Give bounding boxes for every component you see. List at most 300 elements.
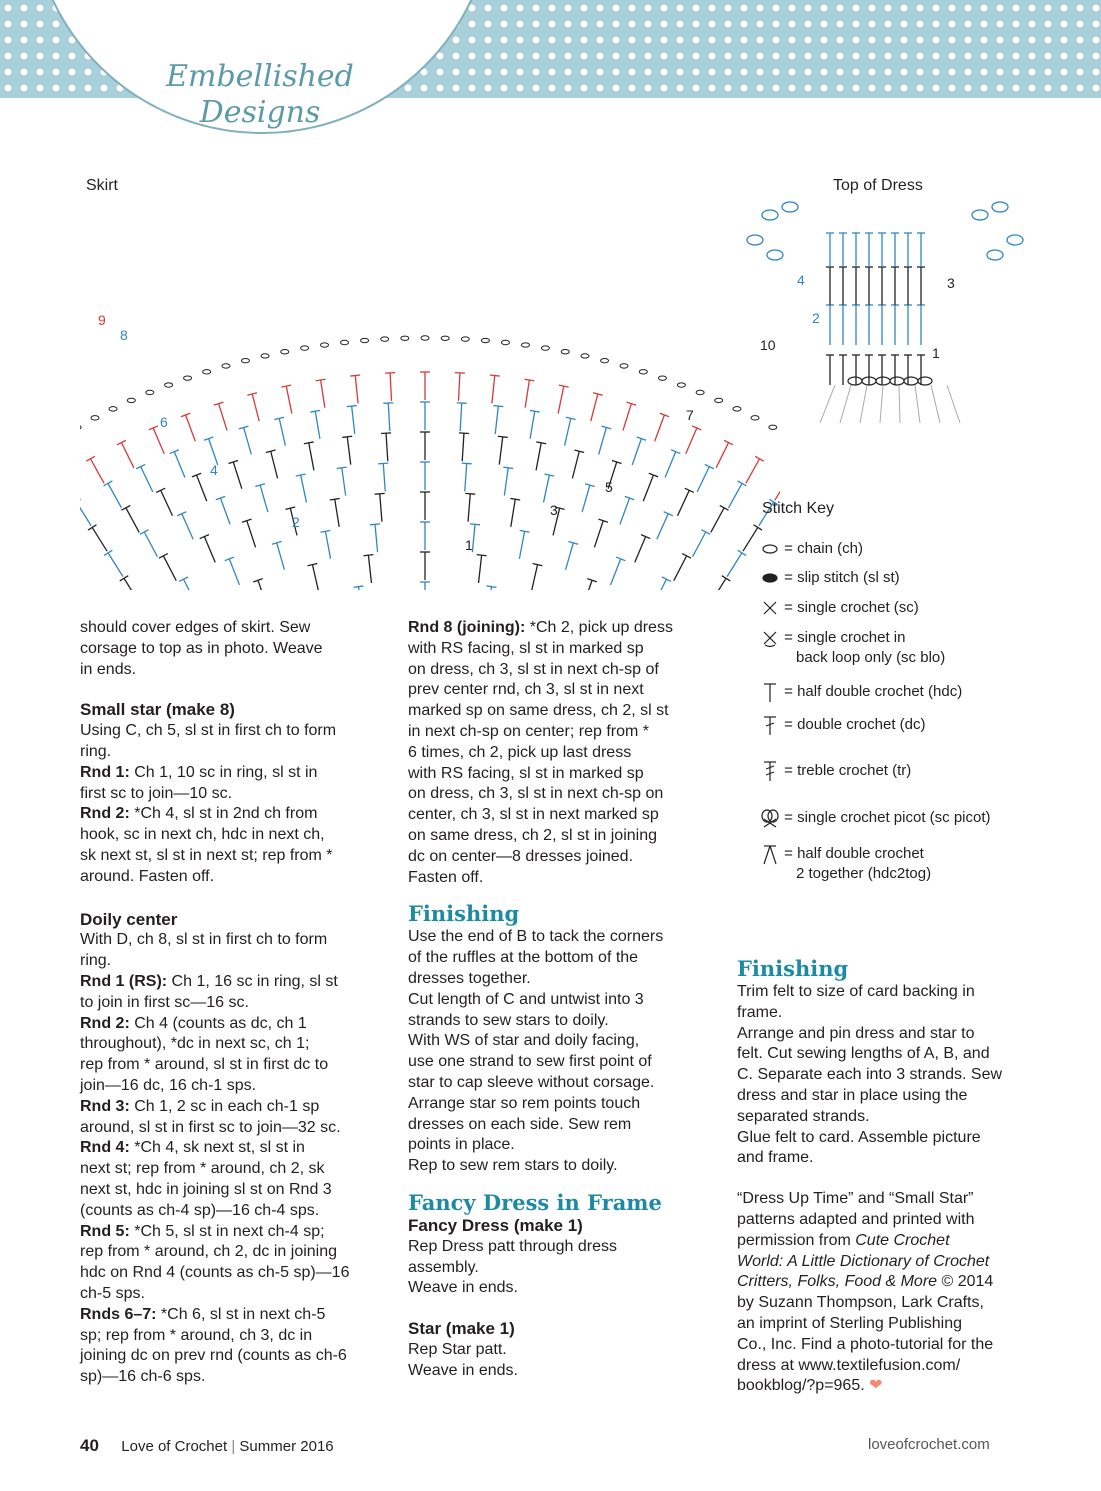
- text-line: separated strands.: [737, 1107, 870, 1125]
- stitch-top: [381, 433, 391, 434]
- stitch-top: [754, 525, 762, 530]
- stitch-post: [511, 499, 515, 527]
- website: loveofcrochet.com: [868, 1436, 990, 1453]
- credit-line: by Suzann Thompson, Lark Crafts,: [737, 1294, 984, 1312]
- stitch-key-label: back loop only (sc blo): [796, 649, 946, 666]
- stitch-post: [386, 433, 388, 461]
- stitch-post: [186, 415, 196, 441]
- stitch-post: [460, 403, 462, 431]
- round-label: Rnd 2:: [80, 805, 130, 823]
- chain-stitch: [677, 383, 685, 387]
- stitch-key-label: = slip stitch (sl st): [780, 568, 900, 586]
- round-number: 1: [465, 537, 473, 553]
- stitch-post: [504, 468, 508, 496]
- stitch-top: [383, 403, 393, 404]
- chain-stitch: [561, 350, 569, 354]
- stitch-post: [247, 521, 256, 548]
- chain-stitch: [80, 425, 81, 429]
- round-number: 1: [932, 345, 940, 361]
- column-3: [737, 955, 1047, 1397]
- stitch-top: [701, 530, 710, 535]
- stitch-top: [520, 530, 530, 532]
- text-line: Rep Dress patt through dress: [408, 1237, 617, 1255]
- stitch-post: [252, 394, 259, 421]
- text-line: *Ch 4, sl st in 2nd ch from: [129, 805, 318, 823]
- stitch-key-item: [760, 681, 962, 703]
- stitch-post: [355, 376, 358, 404]
- credit-line: “Dress Up Time” and “Small Star”: [737, 1190, 974, 1208]
- section-title-line1: Embellished: [166, 59, 354, 94]
- round-label: Rnd 2:: [80, 1014, 130, 1032]
- text-line: dc on center—8 dresses joined.: [408, 847, 634, 865]
- fancy-dress-subheading: Fancy Dress (make 1): [408, 1215, 583, 1235]
- stitch-post: [182, 514, 193, 540]
- stitch-post: [161, 490, 173, 515]
- stitch-post: [674, 556, 687, 581]
- stitch-top: [378, 463, 388, 464]
- text-line: Weave in ends.: [408, 1279, 518, 1297]
- chain-stitch: [890, 377, 904, 385]
- stitch-key-item: [760, 760, 911, 782]
- stitch-top: [662, 577, 671, 581]
- dress-skirt-stitch: [880, 385, 883, 423]
- chain-stitch: [481, 338, 489, 342]
- round-number: 3: [947, 275, 955, 291]
- stitch-post: [80, 502, 91, 526]
- text-line: next st, hdc in joining sl st on Rnd 3: [80, 1180, 332, 1198]
- stitch-post: [544, 475, 550, 502]
- intro-line: in ends.: [80, 660, 137, 678]
- stitch-top: [487, 586, 497, 587]
- stitch-key-label: = chain (ch): [780, 539, 863, 557]
- text-line: strands to sew stars to doily.: [408, 1011, 609, 1029]
- text-line: Ch 4 (counts as dc, ch 1: [129, 1014, 307, 1032]
- stitch-top: [510, 498, 520, 500]
- stitch-top: [86, 456, 95, 461]
- text-line: *Ch 6, sl st in next ch-5: [156, 1305, 326, 1323]
- stitch-post: [124, 578, 139, 590]
- intro-line: corsage to top as in photo. Weave: [80, 639, 323, 657]
- stitch-post: [727, 553, 742, 577]
- text-line: on dress, ch 3, sl st in next ch-sp of: [408, 660, 659, 678]
- stitch-key-item: [760, 714, 926, 736]
- stitch-post: [536, 443, 541, 471]
- credit-line: © 2014: [937, 1273, 994, 1291]
- stitch-post: [479, 555, 482, 583]
- stitch-post: [492, 376, 495, 404]
- text-line: around, sl st in first sc to join—32 sc.: [80, 1118, 341, 1136]
- stitch-post: [530, 411, 535, 439]
- stitch-post: [277, 543, 285, 570]
- stitch-post: [325, 531, 330, 559]
- chain-stitch: [321, 343, 329, 347]
- stitch-key-item: [760, 567, 900, 589]
- round-number: 3: [550, 502, 558, 518]
- stitch-post: [90, 459, 104, 483]
- text-line: hook, sc in next ch, hdc in next ch,: [80, 826, 325, 844]
- stitch-post: [121, 443, 133, 468]
- top-of-dress-chart: [735, 195, 1035, 435]
- stitch-post: [108, 553, 123, 577]
- stitch-top: [304, 442, 314, 444]
- chain-stitch: [281, 350, 289, 354]
- text-line: on same dress, ch 2, sl st in joining: [408, 826, 658, 844]
- dress-skirt-stitch: [860, 385, 867, 423]
- stitch-post: [693, 532, 706, 557]
- book-title: Cute Crochet: [855, 1231, 950, 1249]
- picot-loop: [1007, 235, 1023, 245]
- hdc2tog-icon: [760, 843, 780, 865]
- credit-line: bookblog/?p=965.: [737, 1377, 865, 1395]
- stitch-key-label: = half double crochet (hdc): [780, 682, 963, 700]
- picot-loop: [762, 210, 778, 220]
- stitch-post: [184, 579, 197, 590]
- stitch-post: [565, 418, 571, 445]
- chain-stitch: [639, 370, 647, 374]
- text-line: joining dc on prev rnd (counts as ch-6: [80, 1347, 347, 1365]
- skirt-chart: [80, 190, 780, 590]
- round-label: Rnd 1 (RS):: [80, 972, 168, 990]
- chain-stitch: [696, 390, 704, 394]
- stitch-key-label: = single crochet in: [780, 628, 906, 646]
- text-line: Glue felt to card. Assemble picture: [737, 1128, 981, 1146]
- chain-stitch: [222, 364, 230, 368]
- dress-skirt-stitch: [947, 385, 960, 423]
- stitch-post: [163, 556, 176, 581]
- text-line: (counts as ch-4 sp)—16 ch-4 sps.: [80, 1201, 320, 1219]
- stitch-post: [375, 524, 378, 552]
- chain-stitch: [127, 398, 135, 402]
- stitch-top: [738, 481, 747, 486]
- text-line: points in place.: [408, 1136, 515, 1154]
- stitch-key-item: [760, 807, 991, 829]
- text-line: With D, ch 8, sl st in first ch to form: [80, 931, 328, 949]
- stitch-top: [455, 373, 465, 374]
- stitch-post: [335, 499, 339, 527]
- stitch-top: [140, 530, 149, 535]
- stitch-top: [363, 555, 373, 556]
- stitch-post: [352, 406, 355, 434]
- stitch-top: [337, 467, 347, 468]
- stitch-post: [260, 485, 268, 512]
- dress-skirt-stitch: [931, 385, 940, 423]
- section-title-line2: Designs: [199, 95, 321, 130]
- text-line: Ch 1, 10 sc in ring, sl st in: [129, 763, 318, 781]
- stitch-post: [468, 494, 470, 522]
- text-line: Ch 1, 16 sc in ring, sl st: [167, 972, 338, 990]
- stitch-top: [136, 464, 145, 468]
- text-line: join—16 dc, 16 ch-1 sps.: [80, 1076, 257, 1094]
- stitch-top: [310, 410, 320, 412]
- stitch-top: [347, 406, 357, 407]
- stitch-top: [530, 410, 540, 412]
- stitch-top: [316, 379, 326, 381]
- stitch-post: [321, 380, 325, 408]
- text-line: ring.: [80, 952, 112, 970]
- stitch-key-item: [760, 843, 931, 882]
- credit-line: permission from: [737, 1231, 856, 1249]
- stitch-post: [583, 580, 592, 590]
- stitch-top: [120, 576, 128, 581]
- stitch-top: [738, 550, 746, 555]
- stitch-key-label: = half double crochet: [780, 844, 924, 862]
- stitch-key-label: = single crochet picot (sc picot): [780, 808, 991, 826]
- dress-skirt-stitch: [820, 385, 835, 423]
- text-line: Arrange star so rem points touch: [408, 1094, 641, 1112]
- chain-stitch: [620, 364, 628, 368]
- text-line: With WS of star and doily facing,: [408, 1032, 640, 1050]
- stitch-top: [121, 505, 130, 510]
- stitch-post: [525, 380, 529, 408]
- stitch-post: [566, 543, 574, 570]
- chain-stitch: [848, 377, 862, 385]
- dress-skirt-stitch: [899, 385, 900, 423]
- stitch-post: [141, 467, 153, 492]
- stitch-post: [519, 531, 524, 559]
- stitch-top: [159, 554, 168, 559]
- text-line: sp)—16 ch-6 sps.: [80, 1368, 206, 1386]
- round-label: Rnd 4:: [80, 1139, 130, 1157]
- chain-stitch: [918, 377, 932, 385]
- stitch-top: [462, 463, 472, 464]
- text-line: assembly.: [408, 1258, 479, 1276]
- page-number: 40: [80, 1436, 99, 1455]
- slip-stitch-icon: [760, 567, 780, 589]
- stitch-top: [536, 442, 546, 444]
- round-label: Rnd 1:: [80, 763, 130, 781]
- stitch-post: [174, 452, 185, 478]
- sc-blo-icon: [760, 627, 780, 649]
- text-line: prev center rnd, ch 3, sl st in next: [408, 681, 644, 699]
- text-line: on dress, ch 3, sl st in next ch-sp on: [408, 785, 664, 803]
- doily-heading: Doily center: [80, 909, 178, 929]
- stitch-key-label: = single crochet (sc): [780, 598, 919, 616]
- treble-icon: [760, 760, 780, 782]
- stitch-post: [108, 483, 121, 508]
- text-line: dresses on each side. Sew rem: [408, 1115, 632, 1133]
- text-line: first sc to join—10 sc.: [80, 784, 233, 802]
- chain-icon: [760, 538, 780, 560]
- stitch-top: [465, 493, 475, 494]
- text-line: next st; rep from * around, ch 2, sk: [80, 1160, 325, 1178]
- chain-stitch: [401, 336, 409, 340]
- stitch-post: [572, 451, 579, 478]
- text-line: around. Fasten off.: [80, 867, 215, 885]
- stitch-post: [279, 418, 285, 445]
- chain-stitch: [91, 416, 99, 420]
- chain-stitch: [461, 337, 469, 341]
- sc-picot-icon: [760, 807, 780, 829]
- heart-icon: ❤: [869, 1377, 883, 1395]
- stitch-post: [531, 565, 537, 590]
- text-line: in next ch-sp on center; rep from *: [408, 722, 649, 740]
- stitch-top: [104, 481, 113, 486]
- stitch-post: [347, 437, 350, 465]
- stitch-post: [632, 439, 641, 465]
- chain-stitch: [381, 337, 389, 341]
- stitch-top: [459, 433, 469, 434]
- picot-loop: [782, 202, 798, 212]
- skirt-diagram-label: Skirt: [86, 177, 118, 194]
- chain-stitch: [521, 343, 529, 347]
- stitch-post: [591, 394, 598, 421]
- stitch-post: [458, 373, 459, 401]
- stitch-top: [375, 493, 385, 494]
- round-number: 4: [797, 272, 805, 288]
- text-line: throughout), *dc in next sc, ch 1;: [80, 1035, 310, 1053]
- chain-stitch: [165, 383, 173, 387]
- round-label: Rnds 6–7:: [80, 1305, 157, 1323]
- stitch-top: [755, 456, 764, 461]
- stitch-post: [746, 459, 760, 483]
- stitch-post: [271, 451, 278, 478]
- stitch-post: [686, 428, 697, 454]
- round-label: Rnd 3:: [80, 1097, 130, 1115]
- stitch-post: [635, 537, 646, 563]
- picot-loop: [992, 202, 1008, 212]
- stitch-top: [321, 530, 331, 532]
- stitch-top: [370, 524, 380, 525]
- stitch-key-label: = double crochet (dc): [780, 715, 926, 733]
- stitch-top: [493, 406, 503, 407]
- stitch-post: [678, 490, 690, 515]
- stitch-post: [599, 427, 607, 454]
- round-number: 4: [210, 462, 218, 478]
- column-1: [80, 618, 390, 1388]
- issue-date: Summer 2016: [239, 1438, 334, 1455]
- text-line: sk next st, sl st in next st; rep from *: [80, 846, 333, 864]
- round-number: 9: [98, 312, 106, 328]
- stitch-post: [775, 477, 780, 501]
- text-line: dress and star in place using the: [737, 1086, 968, 1104]
- chain-stitch: [715, 398, 723, 402]
- stitch-key-title: Stitch Key: [762, 500, 835, 517]
- chain-stitch: [501, 340, 509, 344]
- text-line: Rep to sew rem stars to doily.: [408, 1157, 618, 1175]
- text-line: Rep Star patt.: [408, 1340, 507, 1358]
- chain-stitch: [203, 370, 211, 374]
- text-line: to join in first sc—16 sc.: [80, 993, 249, 1011]
- chain-stitch: [341, 340, 349, 344]
- round-number: 2: [812, 310, 820, 326]
- text-line: use one strand to sew first point of: [408, 1053, 652, 1071]
- stitch-post: [655, 415, 665, 441]
- picot-loop: [972, 210, 988, 220]
- stitch-top: [490, 375, 500, 376]
- text-line: 6 times, ch 2, pick up last dress: [408, 743, 632, 761]
- stitch-post: [258, 580, 267, 590]
- stitch-top: [457, 403, 467, 404]
- text-line: ch-5 sps.: [80, 1284, 145, 1302]
- chain-stitch: [109, 407, 117, 411]
- text-line: hdc on Rnd 4 (counts as ch-5 sp)—16: [80, 1264, 350, 1282]
- dc-icon: [760, 714, 780, 736]
- chain-stitch: [581, 354, 589, 358]
- text-line: felt. Cut sewing lengths of A, B, and: [737, 1045, 990, 1063]
- hdc-icon: [760, 681, 780, 703]
- text-line: sp; rep from * around, ch 3, dc in: [80, 1326, 313, 1344]
- stitch-post: [716, 443, 728, 468]
- small-star-heading: Small star (make 8): [80, 700, 235, 720]
- stitch-top: [80, 499, 81, 504]
- text-line: Using C, ch 5, sl st in first ch to form: [80, 722, 337, 740]
- text-line: of the ruffles at the bottom of the: [408, 949, 639, 967]
- stitch-top: [470, 524, 480, 525]
- stitch-top: [104, 550, 112, 555]
- stitch-post: [594, 521, 603, 548]
- round-number: 7: [686, 407, 694, 423]
- stitch-top: [720, 505, 729, 510]
- round-number: 10: [760, 337, 776, 353]
- picot-loop: [747, 235, 763, 245]
- footer-left: 40 Love of Crochet | Summer 2016: [80, 1436, 334, 1455]
- stitch-top: [330, 498, 340, 500]
- picot-loop: [987, 250, 1003, 260]
- chain-stitch: [241, 358, 249, 362]
- stitch-top: [179, 577, 188, 581]
- stitch-post: [301, 475, 307, 502]
- stitch-post: [611, 559, 621, 585]
- column-2: [408, 618, 718, 1382]
- text-line: Trim felt to size of card backing in: [737, 983, 975, 1000]
- stitch-post: [233, 462, 242, 489]
- stitch-top: [477, 555, 487, 556]
- top-diagram-label: Top of Dress: [833, 177, 923, 194]
- picot-loop: [767, 250, 783, 260]
- text-line: rep from * around, sl st in first dc to: [80, 1056, 329, 1074]
- stitch-top: [724, 440, 733, 444]
- stitch-post: [465, 463, 467, 491]
- text-line: and frame.: [737, 1149, 814, 1167]
- dress-skirt-stitch: [840, 385, 851, 423]
- stitch-top: [503, 467, 513, 468]
- text-line: ring.: [80, 742, 112, 760]
- chain-stitch: [876, 377, 890, 385]
- stitch-post: [558, 386, 564, 413]
- stitch-post: [499, 437, 502, 465]
- text-line: with RS facing, sl st in marked sp: [408, 764, 644, 782]
- stitch-post: [92, 527, 107, 551]
- round-label: Rnd 8 (joining):: [408, 619, 526, 636]
- stitch-post: [711, 508, 724, 533]
- stitch-post: [711, 578, 726, 590]
- stitch-key-item: [760, 597, 919, 619]
- stitch-post: [697, 467, 709, 492]
- chain-stitch: [421, 336, 429, 340]
- book-title: Critters, Folks, Food & More: [737, 1273, 938, 1291]
- fancy-dress-heading: Fancy Dress in Frame: [408, 1189, 662, 1215]
- text-line: *Ch 2, pick up dress: [525, 619, 673, 636]
- stitch-post: [204, 537, 215, 563]
- text-line: Ch 1, 2 sc in each ch-1 sp: [129, 1097, 320, 1115]
- stitch-post: [462, 433, 464, 461]
- stitch-top: [722, 576, 730, 581]
- stitch-post: [220, 498, 230, 524]
- text-line: Weave in ends.: [408, 1361, 518, 1379]
- text-line: dresses together.: [408, 969, 531, 987]
- stitch-post: [286, 386, 292, 413]
- text-line: *Ch 5, sl st in next ch-4 sp;: [129, 1222, 325, 1240]
- chain-stitch: [601, 358, 609, 362]
- stitch-top: [342, 436, 352, 437]
- stitch-post: [654, 579, 667, 590]
- stitch-post: [197, 475, 207, 501]
- stitch-key-item: [760, 538, 863, 560]
- finishing-heading: Finishing: [737, 956, 849, 981]
- stitch-top: [682, 554, 691, 559]
- stitch-post: [390, 373, 391, 401]
- magazine-name: Love of Crochet: [121, 1438, 228, 1455]
